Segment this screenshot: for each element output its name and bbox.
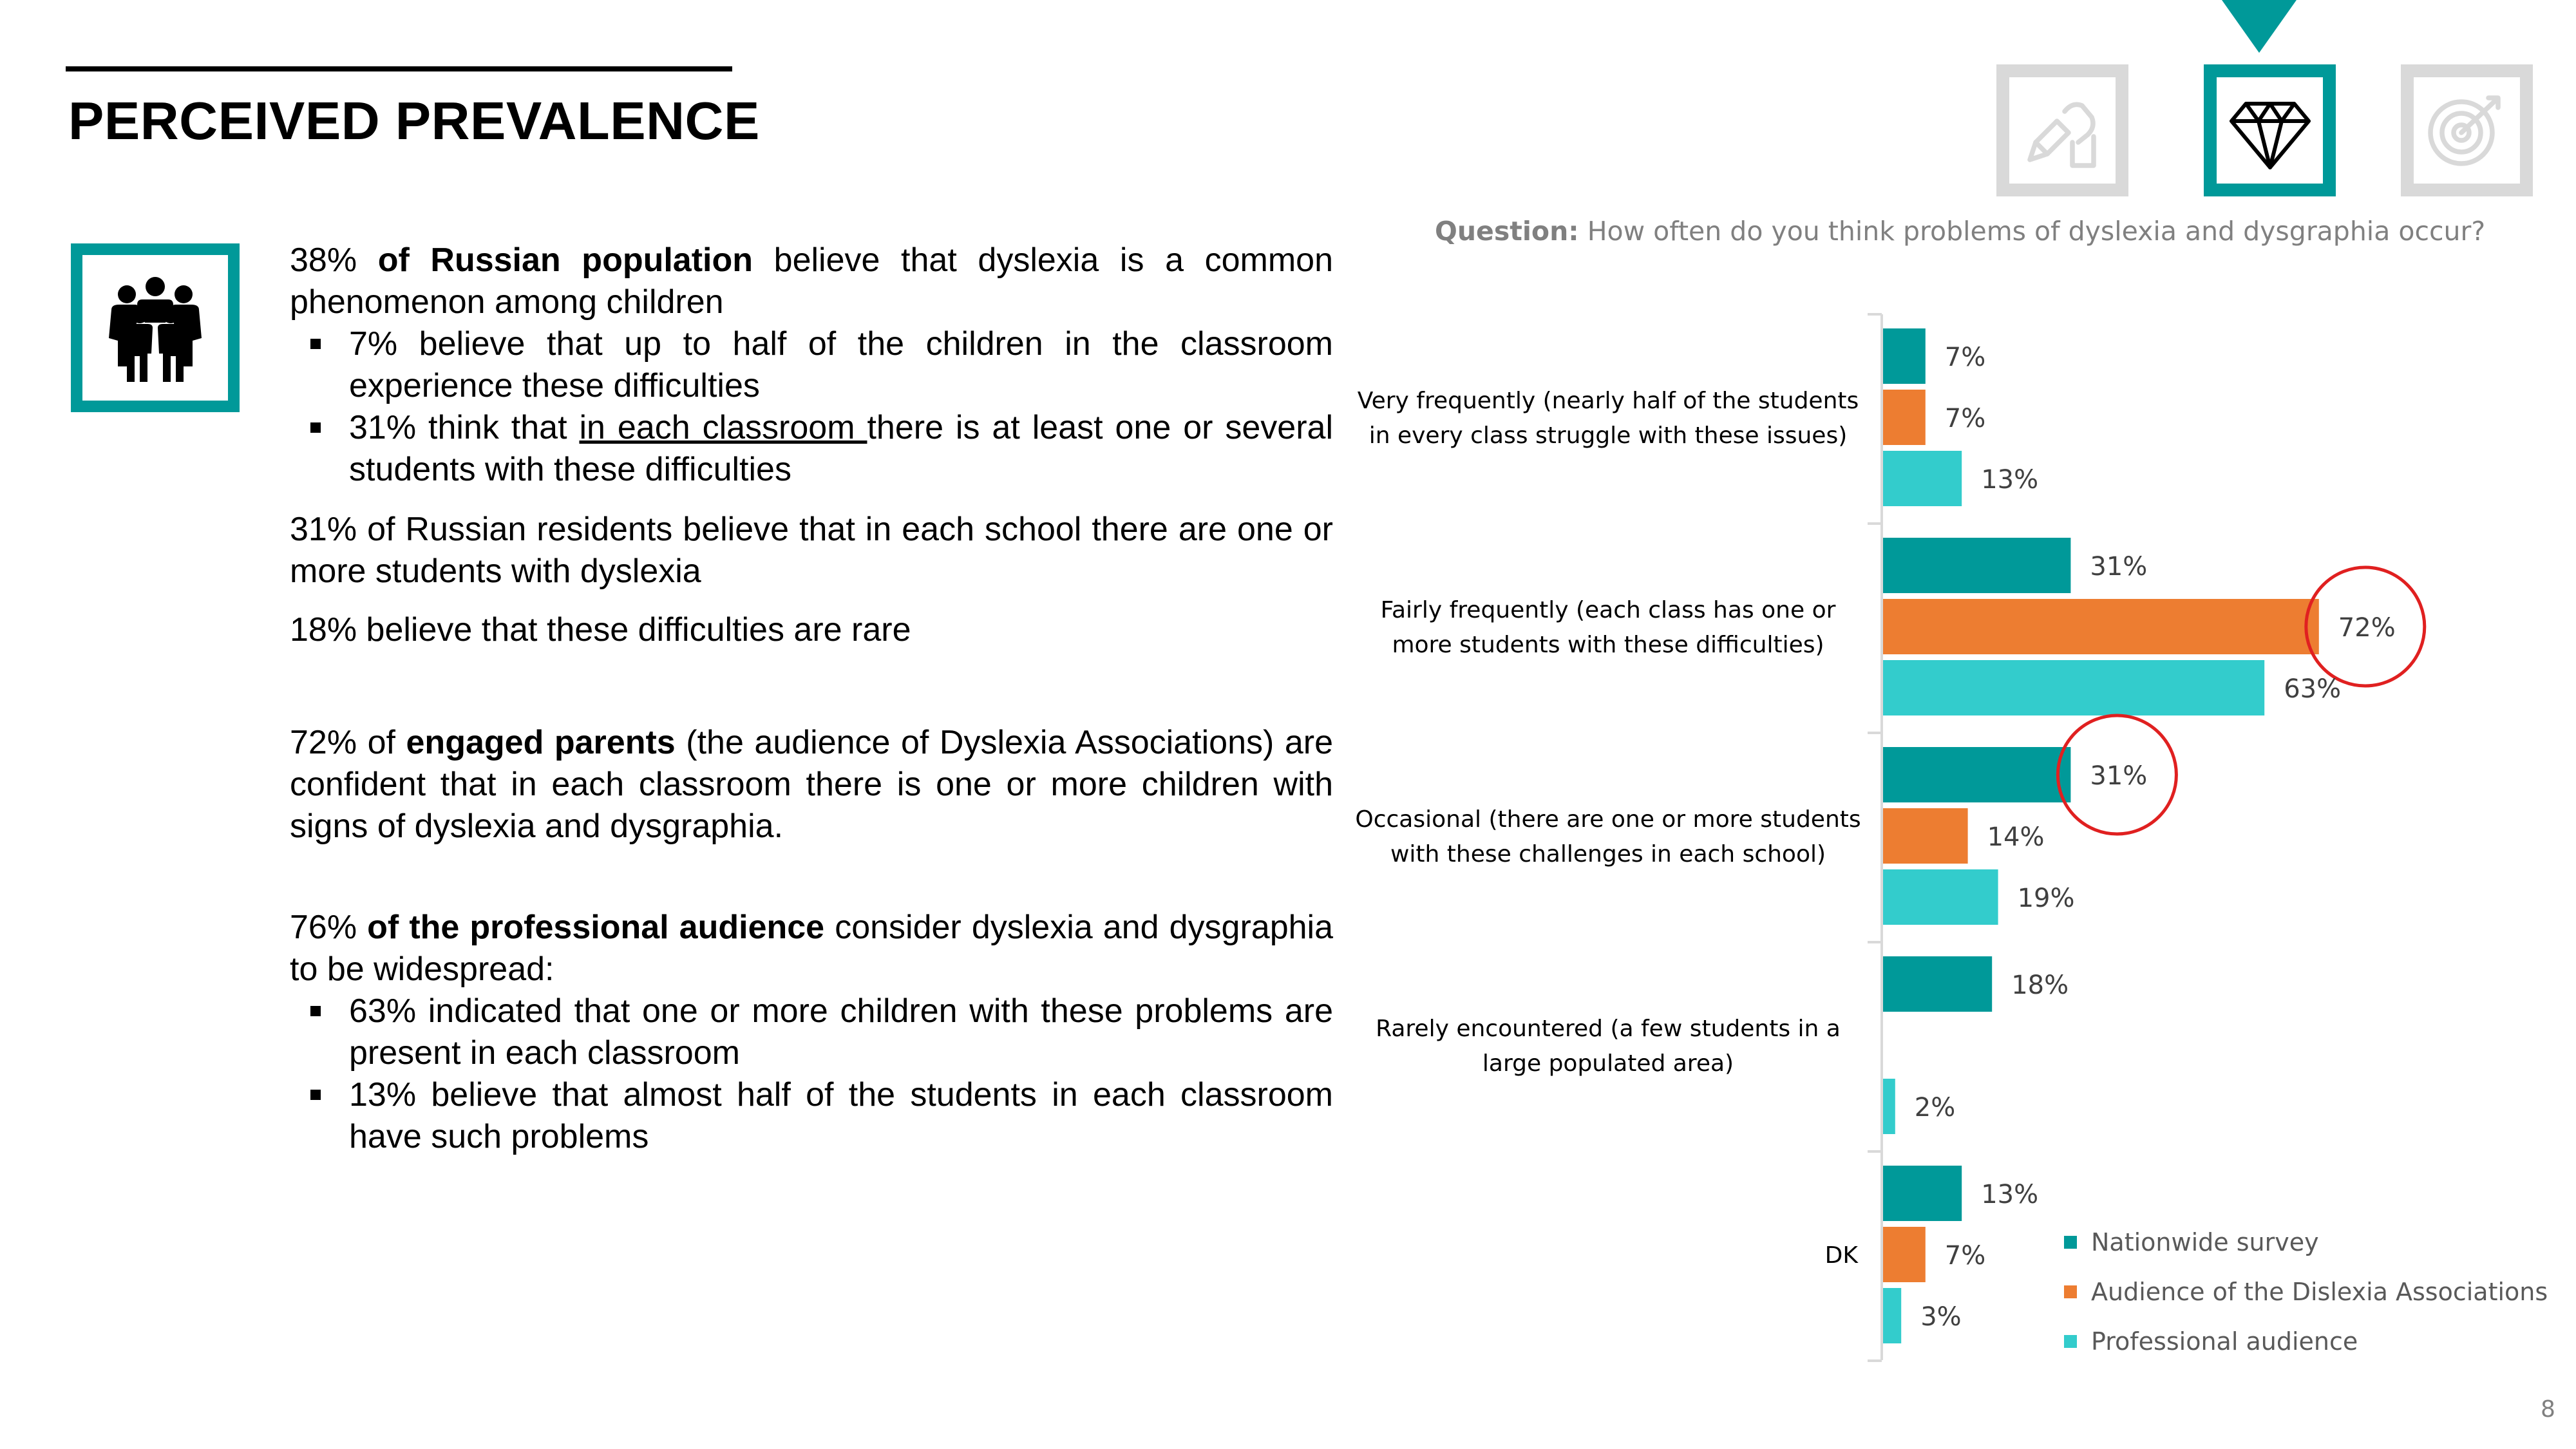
category-label: in every class struggle with these issues)	[1368, 422, 1848, 449]
data-label: 63%	[2284, 674, 2342, 704]
page-number: 8	[2541, 1396, 2555, 1423]
data-label: 7%	[1944, 404, 1986, 433]
legend-label-associations: Audience of the Dislexia Associations	[2091, 1277, 2548, 1306]
legend-swatch-associations	[2064, 1285, 2077, 1298]
bar	[1883, 956, 1992, 1012]
bar	[1883, 1079, 1895, 1134]
legend-swatch-nationwide	[2064, 1236, 2077, 1249]
bullet-one-or-more: 63% indicated that one or more children with these problems are present in each classroom	[349, 990, 1333, 1074]
legend-label-professional: Professional audience	[2091, 1327, 2358, 1356]
summary-paragraph-professionals: 76% of the professional audience consider dyslexia and dysgraphia to be widespread:	[290, 909, 1333, 988]
chart-legend	[2064, 1217, 2548, 1366]
bar	[1883, 538, 2070, 593]
data-label: 2%	[1914, 1093, 1956, 1122]
data-label: 31%	[2090, 761, 2148, 791]
page-title: PERCEIVED PREVALENCE	[68, 91, 760, 151]
data-label: 13%	[1981, 1180, 2039, 1209]
legend-item-professional	[2064, 1316, 2548, 1366]
bar	[1883, 328, 1926, 384]
bar	[1883, 599, 2319, 654]
category-label: DK	[1824, 1242, 1858, 1269]
bullet-half-classroom: 7% believe that up to half of the children in the classroom experience these difficulties	[349, 323, 1333, 407]
legend-swatch-professional	[2064, 1335, 2077, 1348]
summary-paragraph-population: 38% of Russian population believe that dyslexia is a common phenomenon among children	[290, 242, 1333, 321]
category-label: Very frequently (nearly half of the students	[1357, 388, 1859, 414]
category-label: large populated area)	[1482, 1050, 1734, 1077]
data-label: 3%	[1920, 1302, 1962, 1332]
bar	[1883, 1166, 1962, 1221]
bar	[1883, 1288, 1901, 1343]
bullet-each-classroom: 31% think that in each classroom there is at least one or several students with these difficulties	[349, 407, 1333, 491]
bar	[1883, 390, 1926, 445]
data-label: 18%	[2011, 971, 2069, 1000]
bar	[1883, 747, 2070, 802]
summary-paragraph-school: 31% of Russian residents believe that in each school there are one or more students with dyslexia	[290, 511, 1333, 590]
data-label: 13%	[1981, 465, 2039, 495]
bar	[1883, 869, 1998, 925]
data-label: 14%	[1987, 822, 2045, 852]
data-label: 7%	[1944, 343, 1986, 372]
category-label: Fairly frequently (each class has one or	[1380, 597, 1836, 623]
legend-item-associations	[2064, 1267, 2548, 1316]
category-label: Rarely encountered (a few students in a	[1376, 1016, 1841, 1042]
category-label: more students with these difficulties)	[1392, 632, 1824, 658]
data-label: 19%	[2017, 884, 2075, 913]
bullet-almost-half: 13% believe that almost half of the students in each classroom have such problems	[349, 1074, 1333, 1158]
data-label: 31%	[2090, 552, 2148, 582]
category-label: with these challenges in each school)	[1390, 841, 1826, 867]
bar	[1883, 660, 2264, 715]
data-label: 7%	[1944, 1241, 1986, 1271]
legend-item-nationwide	[2064, 1217, 2548, 1267]
bar	[1883, 808, 1968, 864]
bar	[1883, 1227, 1926, 1282]
category-label: Occasional (there are one or more students	[1355, 806, 1861, 833]
bar	[1883, 451, 1962, 506]
summary-paragraph-rare: 18% believe that these difficulties are rare	[290, 611, 911, 649]
summary-paragraph-parents: 72% of engaged parents (the audience of Dyslexia Associations) are confident that in each classroom there is one or more children with signs of dyslexia and dysgraphia.	[290, 724, 1333, 845]
survey-question: Question: How often do you think problems of dyslexia and dysgraphia occur?	[1435, 216, 2486, 247]
legend-label-nationwide: Nationwide survey	[2091, 1227, 2319, 1256]
data-label: 72%	[2338, 613, 2396, 643]
